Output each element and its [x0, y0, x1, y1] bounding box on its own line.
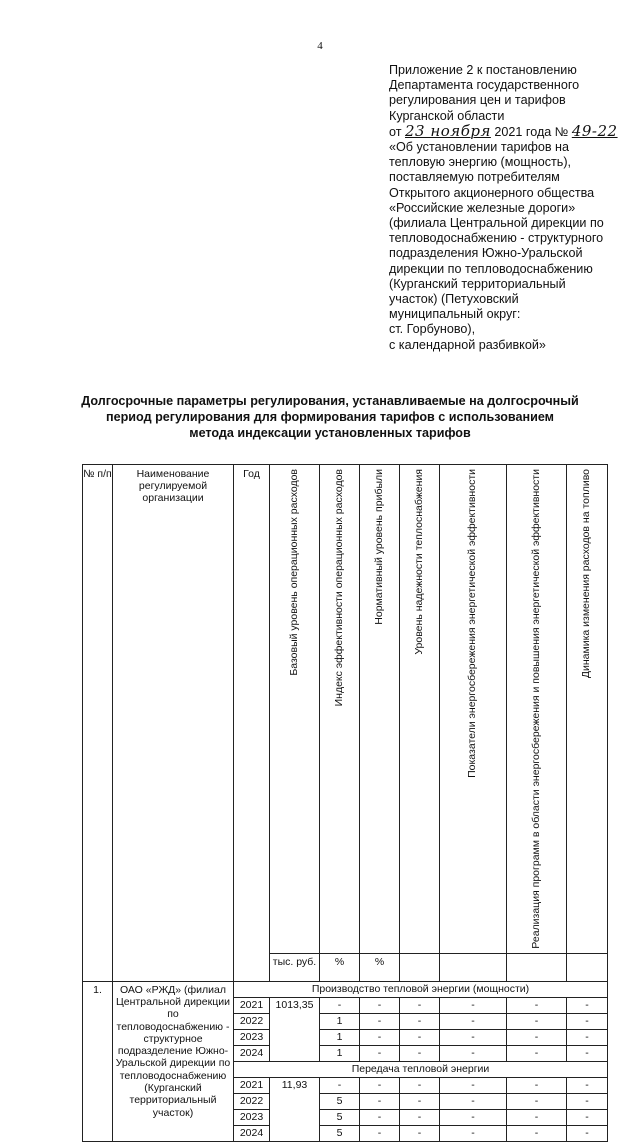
header-fuel-dynamics-text: Динамика изменения расходов на топливо	[580, 469, 593, 679]
efficiency-index-cell: -	[320, 997, 360, 1013]
unit-base-cost: тыс. руб.	[270, 953, 320, 981]
organization-name: ОАО «РЖД» (филиал Центральной дирекции по тепловодоснабжению - структурное подразделение Южно-Уральской дирекции по тепловодоснабжению (Курганский территориальный участок)	[113, 981, 234, 1141]
fuel-dynamics-cell: -	[567, 1013, 608, 1029]
energy-efficiency-cell: -	[440, 1109, 507, 1125]
header-efficiency-index-text: Индекс эффективности операционных расходов	[332, 469, 345, 707]
programs-cell: -	[507, 1125, 567, 1141]
appendix-line: с календарной разбивкой»	[389, 337, 546, 352]
profit-level-cell: -	[360, 1029, 400, 1045]
year-cell: 2021	[234, 997, 270, 1013]
appendix-line: ст. Горбуново),	[389, 322, 476, 337]
year-cell: 2023	[234, 1029, 270, 1045]
row-number: 1.	[83, 981, 113, 1141]
efficiency-index-cell: 5	[320, 1093, 360, 1109]
header-programs	[507, 465, 567, 954]
fuel-dynamics-cell: -	[567, 1045, 608, 1061]
programs-cell: -	[507, 1045, 567, 1061]
header-base-cost-text: Базовый уровень операционных расходов	[287, 469, 300, 676]
appendix-line: тепловую энергию (мощность),	[389, 155, 572, 170]
profit-level-cell: -	[360, 1045, 400, 1061]
fuel-dynamics-cell: -	[567, 1093, 608, 1109]
header-profit-level-text: Нормативный уровень прибыли	[372, 469, 385, 625]
base-cost-cell: 11,93	[270, 1077, 320, 1141]
reliability-cell: -	[400, 1013, 440, 1029]
year-cell: 2024	[234, 1125, 270, 1141]
efficiency-index-cell: -	[320, 1077, 360, 1093]
profit-level-cell: -	[360, 1077, 400, 1093]
page-number: 4	[317, 40, 323, 52]
year-cell: 2021	[234, 1077, 270, 1093]
handwritten-date: 23 ноября	[405, 121, 491, 140]
document-title	[60, 393, 600, 441]
profit-level-cell: -	[360, 1093, 400, 1109]
reliability-cell: -	[400, 1125, 440, 1141]
parameters-table	[82, 464, 608, 1142]
appendix-line: муниципальный округ:	[389, 307, 521, 322]
energy-efficiency-cell: -	[440, 1013, 507, 1029]
header-reliability-text: Уровень надежности теплоснабжения	[412, 469, 425, 655]
header-base-cost	[270, 465, 320, 954]
efficiency-index-cell: 5	[320, 1125, 360, 1141]
efficiency-index-cell: 1	[320, 1045, 360, 1061]
unit-empty	[440, 953, 507, 981]
appendix-line: «Российские железные дороги»	[389, 200, 576, 215]
appendix-line: Открытого акционерного общества	[389, 185, 595, 200]
appendix-line: «Об установлении тарифов на	[389, 140, 570, 155]
reliability-cell: -	[400, 1109, 440, 1125]
energy-efficiency-cell: -	[440, 1093, 507, 1109]
energy-efficiency-cell: -	[440, 1125, 507, 1141]
appendix-line: тепловодоснабжению - структурного	[389, 231, 604, 246]
year-cell: 2023	[234, 1109, 270, 1125]
appendix-line: регулирования цен и тарифов	[389, 93, 566, 108]
programs-cell: -	[507, 1077, 567, 1093]
appendix-line: Департамента государственного	[389, 78, 580, 93]
section-title: Передача тепловой энергии	[234, 1061, 608, 1077]
header-reliability	[400, 465, 440, 954]
section-title: Производство тепловой энергии (мощности)	[234, 981, 608, 997]
header-efficiency-index	[320, 465, 360, 954]
section-row	[83, 981, 608, 997]
header-programs-text: Реализация программ в области энергосбережения и повышения энергетической эффективности	[529, 469, 542, 949]
programs-cell: -	[507, 997, 567, 1013]
year-cell: 2024	[234, 1045, 270, 1061]
appendix-line: участок) (Петуховский	[389, 292, 519, 307]
year-cell: 2022	[234, 1013, 270, 1029]
efficiency-index-cell: 5	[320, 1109, 360, 1125]
reliability-cell: -	[400, 1093, 440, 1109]
date-year: 2021 года №	[494, 124, 569, 139]
reliability-cell: -	[400, 1029, 440, 1045]
handwritten-number: 49-22	[571, 121, 618, 140]
programs-cell: -	[507, 1029, 567, 1045]
programs-cell: -	[507, 1093, 567, 1109]
title-line: метода индексации установленных тарифов	[189, 426, 471, 440]
header-energy-efficiency-text: Показатели энергосбережения энергетической эффективности	[466, 469, 479, 778]
energy-efficiency-cell: -	[440, 1045, 507, 1061]
fuel-dynamics-cell: -	[567, 1125, 608, 1141]
header-fuel-dynamics	[567, 465, 608, 954]
fuel-dynamics-cell: -	[567, 1109, 608, 1125]
programs-cell: -	[507, 1013, 567, 1029]
reliability-cell: -	[400, 1077, 440, 1093]
efficiency-index-cell: 1	[320, 1029, 360, 1045]
appendix-line: подразделения Южно-Уральской	[389, 246, 583, 261]
appendix-line: (филиала Центральной дирекции по	[389, 216, 604, 231]
unit-efficiency-index: %	[320, 953, 360, 981]
unit-empty	[400, 953, 440, 981]
fuel-dynamics-cell: -	[567, 997, 608, 1013]
header-energy-efficiency	[440, 465, 507, 954]
profit-level-cell: -	[360, 1013, 400, 1029]
header-org-name: Наименование регулируемой организации	[113, 465, 234, 982]
energy-efficiency-cell: -	[440, 1077, 507, 1093]
unit-profit-level: %	[360, 953, 400, 981]
appendix-line: поставляемую потребителям	[389, 170, 560, 185]
base-cost-cell: 1013,35	[270, 997, 320, 1061]
title-line: период регулирования для формирования тарифов с использованием	[106, 410, 554, 424]
unit-empty	[507, 953, 567, 981]
unit-empty	[567, 953, 608, 981]
header-row	[83, 465, 608, 954]
reliability-cell: -	[400, 1045, 440, 1061]
profit-level-cell: -	[360, 1109, 400, 1125]
profit-level-cell: -	[360, 1125, 400, 1141]
header-year: Год	[234, 465, 270, 982]
appendix-line: дирекции по тепловодоснабжению	[389, 261, 593, 276]
appendix-block	[389, 63, 629, 353]
appendix-line: (Курганский территориальный	[389, 276, 566, 291]
header-num: № п/п	[83, 465, 113, 982]
appendix-date-line	[389, 121, 629, 140]
energy-efficiency-cell: -	[440, 997, 507, 1013]
fuel-dynamics-cell: -	[567, 1029, 608, 1045]
reliability-cell: -	[400, 997, 440, 1013]
energy-efficiency-cell: -	[440, 1029, 507, 1045]
fuel-dynamics-cell: -	[567, 1077, 608, 1093]
programs-cell: -	[507, 1109, 567, 1125]
efficiency-index-cell: 1	[320, 1013, 360, 1029]
date-prefix: от	[389, 124, 402, 139]
header-profit-level	[360, 465, 400, 954]
title-line: Долгосрочные параметры регулирования, устанавливаемые на долгосрочный	[81, 394, 579, 408]
appendix-line: Приложение 2 к постановлению	[389, 63, 577, 77]
appendix-line: Курганской области	[389, 108, 505, 123]
year-cell: 2022	[234, 1093, 270, 1109]
profit-level-cell: -	[360, 997, 400, 1013]
